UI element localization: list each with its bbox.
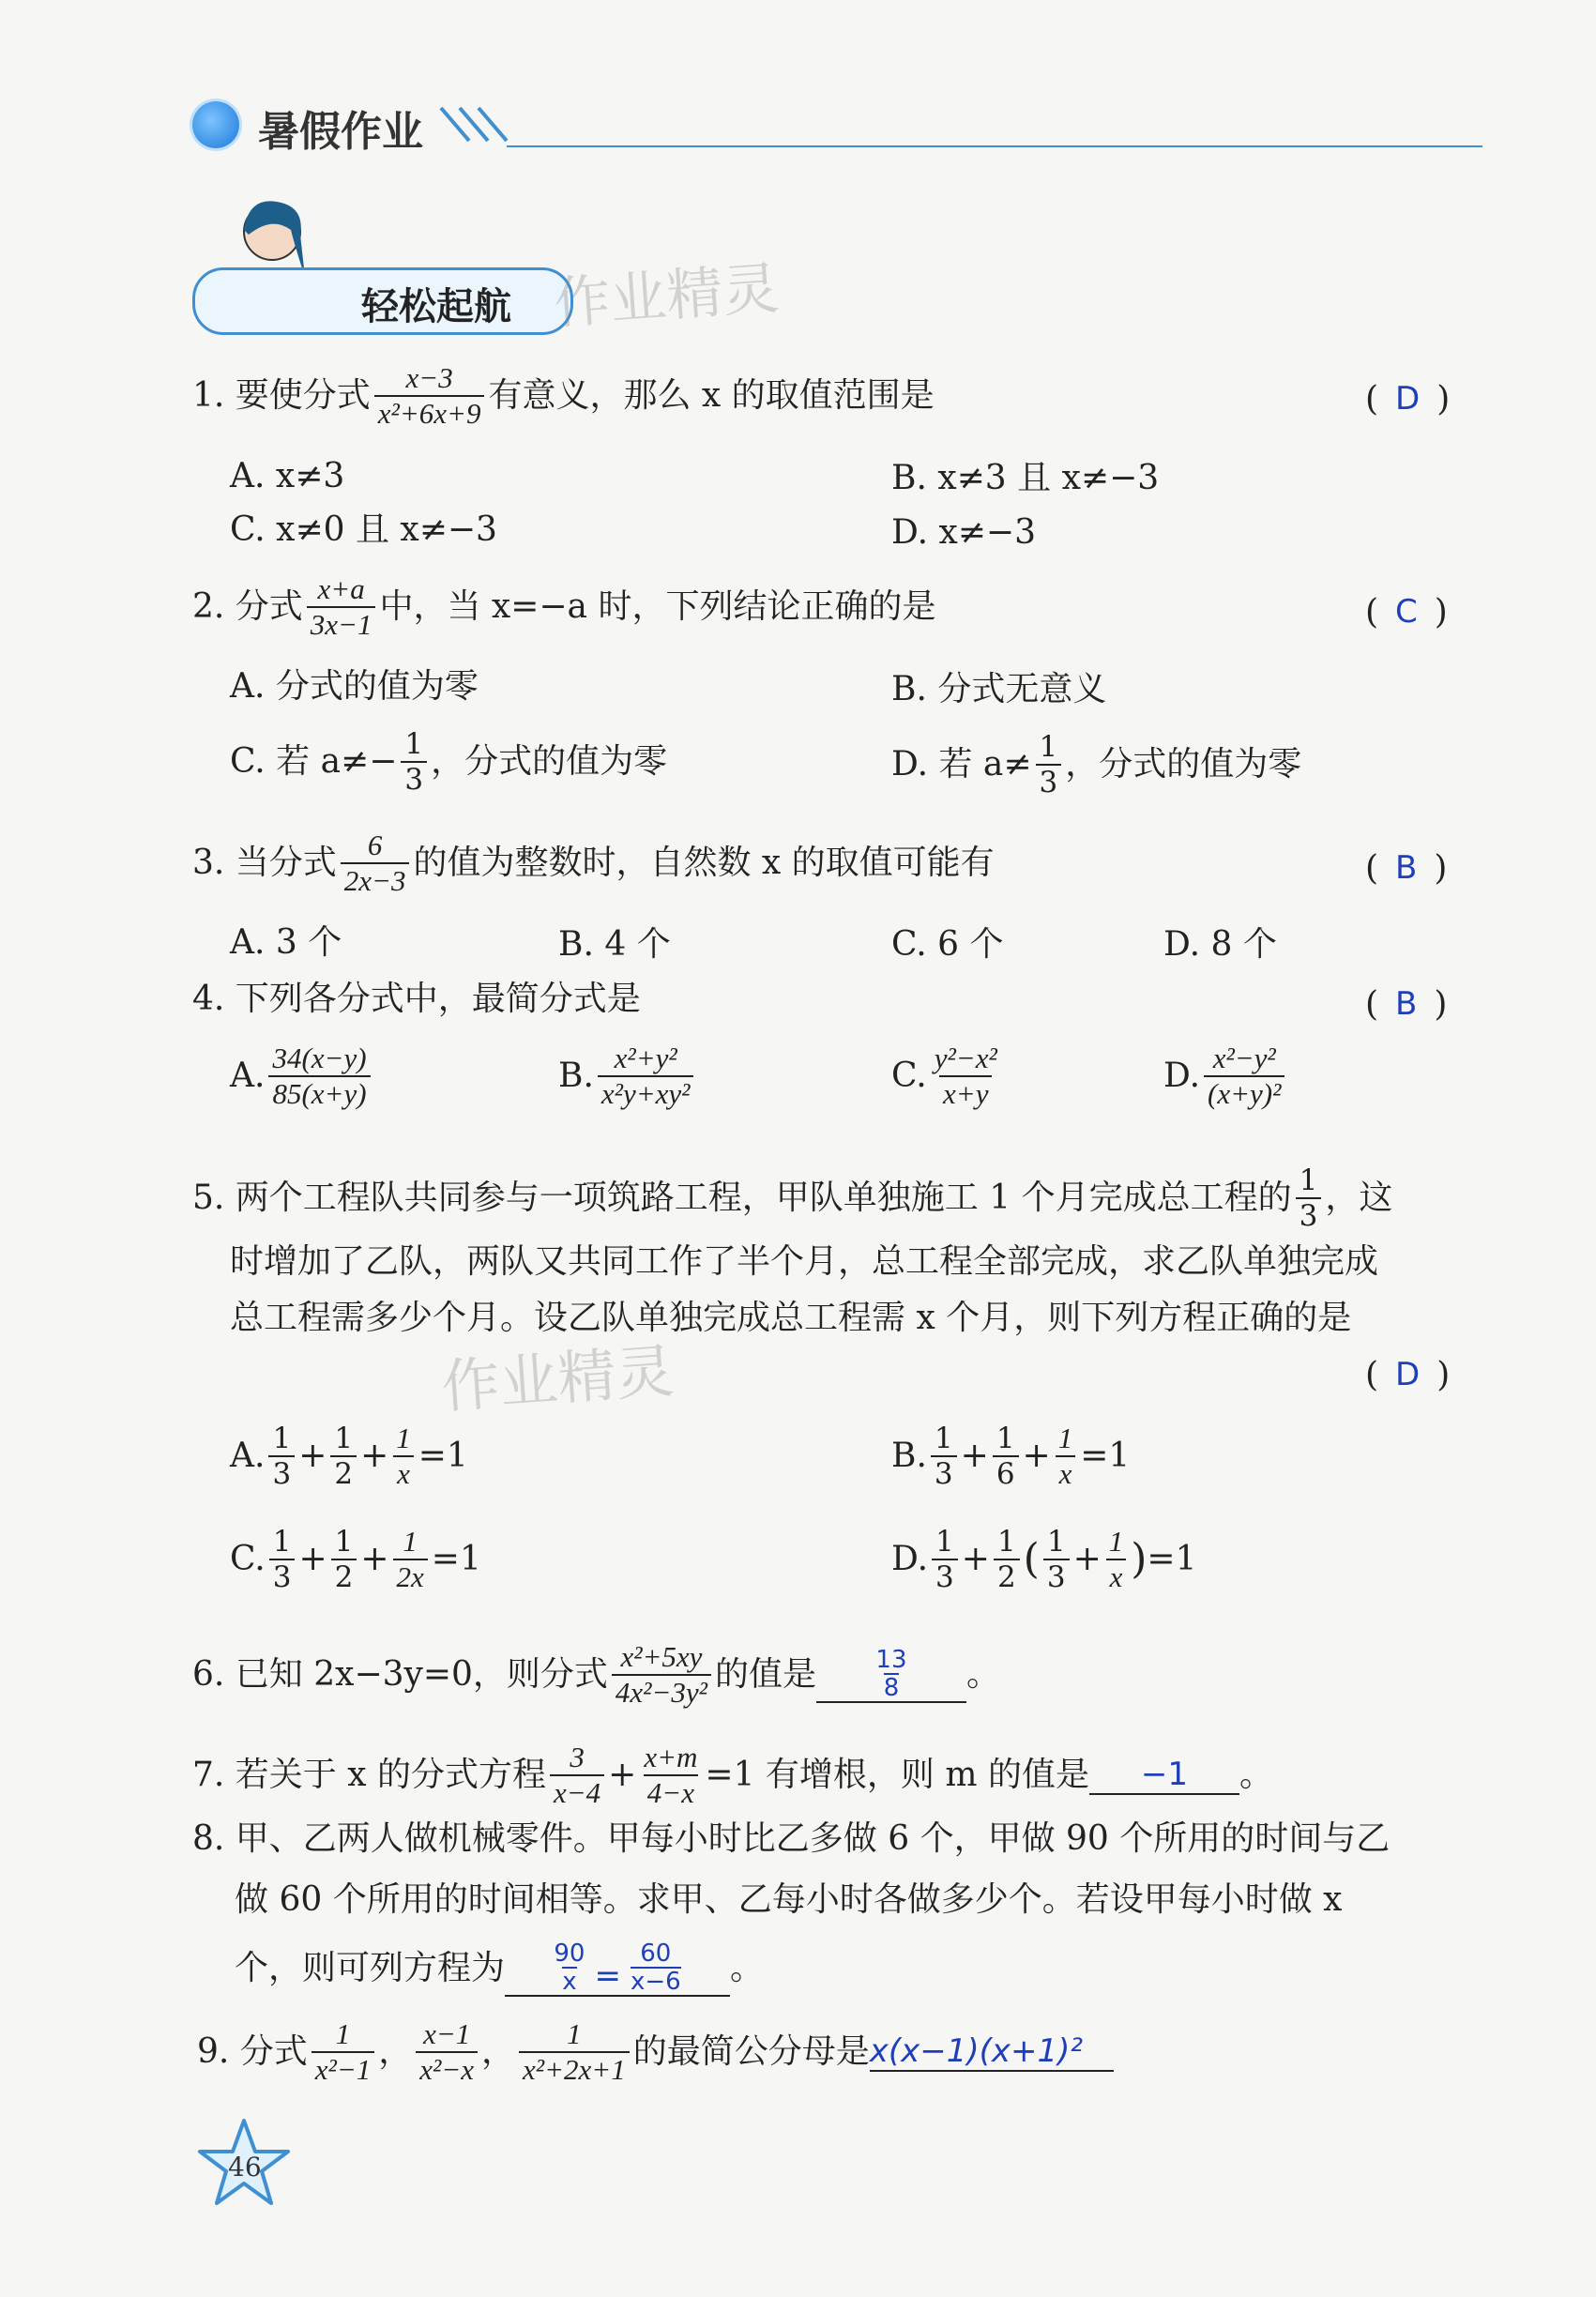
q3-option-d: D. 8 个: [1163, 925, 1277, 964]
question-7: 7. 若关于 x 的分式方程 $\frac{3}{x-4}$ + $\frac{x+m}{4-x}$ =1 有增根，则 m 的值是 −1 。: [192, 1741, 1273, 1809]
question-1: 1. 要使分式 $\frac{x-3}{\text{x²+6x+9}}$ 有意义，那么 x 的取值范围是: [192, 361, 935, 430]
question-6: 6. 已知 2x−3y=0，则分式 $\frac{\text{x²+5xy}}{\text{4x²−3y²}}$ 的值是 $\frac{13}{8}$ 。: [192, 1640, 1000, 1709]
q1-option-c: C. x≠0 且 x≠−3: [230, 510, 497, 549]
question-2: 2. 分式 $\frac{x+a}{3x-1}$ 中，当 x=−a 时，下列结论正确的是: [192, 572, 936, 641]
q1-option-b: B. x≠3 且 x≠−3: [891, 459, 1160, 497]
q7-answer-blank: −1: [1089, 1756, 1239, 1795]
question-8-line-3: 个，则可列方程为 $\frac{90}{x}$ = $\frac{60}{x-6}$ 。: [235, 1940, 765, 1996]
question-4: 4. 下列各分式中，最简分式是: [192, 980, 641, 1018]
q4-answer-bracket: ( B ): [1365, 985, 1448, 1024]
q1-option-d: D. x≠−3: [891, 513, 1037, 552]
q2-option-a: A. 分式的值为零: [230, 667, 479, 706]
question-5-line-1: 5. 两个工程队共同参与一项筑路工程，甲队单独施工 1 个月完成总工程的 $\frac{1}{3}$ ，这: [192, 1164, 1393, 1233]
q2-option-c: C. 若 a≠− $\frac{1}{3}$ ，分式的值为零: [230, 727, 668, 797]
q6-answer-blank: $\frac{13}{8}$: [816, 1647, 966, 1703]
q4-b-fraction: $\frac{\text{x²+y²}}{\text{x²y+xy²}}$: [598, 1042, 694, 1111]
q5-option-d: D. $\frac{1}{3}$ + $\frac{1}{2}$ ( $\frac{1}{3}$ + $\frac{1}{x}$ ) =1: [891, 1525, 1197, 1594]
q1-fraction: $\frac{x-3}{\text{x²+6x+9}}$: [374, 361, 485, 431]
q5-option-c: C. $\frac{1}{3}$ + $\frac{1}{2}$ + $\frac{1}{2x}$ =1: [230, 1525, 481, 1594]
q3-answer-bracket: ( B ): [1365, 849, 1448, 888]
q8-answer-blank: $\frac{90}{x}$ = $\frac{60}{x-6}$: [505, 1940, 730, 1997]
q4-d-fraction: $\frac{\text{x²−y²}}{\text{(x+y)²}}$: [1204, 1042, 1284, 1111]
q3-option-a: A. 3 个: [230, 923, 342, 962]
q9-answer-blank: x(x−1)(x+1)²: [870, 2032, 1114, 2072]
q2-c-fraction: $\frac{1}{3}$: [401, 727, 427, 797]
section-title: 轻松起航: [361, 285, 511, 328]
q4-option-b: B. $\frac{\text{x²+y²}}{\text{x²y+xy²}}$: [558, 1042, 697, 1111]
question-8-line-2: 做 60 个所用的时间相等。求甲、乙每小时各做多少个。若设甲每小时做 x: [235, 1880, 1343, 1919]
q3-option-b: B. 4 个: [558, 925, 671, 964]
q5-option-a: A. $\frac{1}{3}$ + $\frac{1}{2}$ + $\frac{1}{x}$ =1: [230, 1422, 468, 1491]
q4-a-fraction: $\frac{34(x-y)}{85(x+y)}$: [268, 1042, 370, 1111]
question-9: 9. 分式 $\frac{1}{\text{x²−1}}$ ， $\frac{x-1}{\text{x²−x}}$ ， $\frac{1}{\text{x²+2x+1}}$ 的最简公分母是 x(x−1)(x+1)²: [197, 2017, 1114, 2087]
watermark: 作业精灵: [552, 255, 782, 338]
q4-c-fraction: $\frac{\text{y²−x²}}{x+y}$: [934, 1042, 997, 1110]
question-3: 3. 当分式 $\frac{6}{2x-3}$ 的值为整数时，自然数 x 的取值可能有: [192, 829, 995, 897]
q4-option-c: C. $\frac{\text{y²−x²}}{x+y}$: [891, 1042, 1005, 1111]
q1-answer-bracket: ( D ): [1365, 380, 1451, 418]
header-rule: [507, 145, 1482, 147]
question-8-line-1: 8. 甲、乙两人做机械零件。甲每小时比乙多做 6 个，甲做 90 个所用的时间与乙: [192, 1819, 1391, 1858]
q4-option-d: D. $\frac{\text{x²−y²}}{\text{(x+y)²}}$: [1163, 1042, 1288, 1111]
q2-answer-bracket: ( C ): [1365, 593, 1448, 631]
q5-stem-fraction: $\frac{1}{3}$: [1296, 1164, 1322, 1233]
q6-fraction: $\frac{\text{x²+5xy}}{\text{4x²−3y²}}$: [612, 1640, 711, 1710]
q3-fraction: $\frac{6}{2x-3}$: [341, 829, 410, 898]
page-number: 46: [228, 2152, 262, 2183]
q2-option-d: D. 若 a≠ $\frac{1}{3}$ ，分式的值为零: [891, 730, 1302, 799]
q2-option-b: B. 分式无意义: [891, 670, 1107, 708]
q2-d-fraction: $\frac{1}{3}$: [1036, 730, 1062, 799]
header-stripes-icon: [436, 103, 521, 150]
q2-fraction: $\frac{x+a}{3x-1}$: [307, 572, 376, 642]
q3-option-c: C. 6 个: [891, 925, 1004, 964]
watermark: 作业精灵: [439, 1336, 676, 1422]
q1-option-a: A. x≠3: [230, 457, 345, 495]
header-bullet-icon: [192, 101, 239, 148]
header-title: 暑假作业: [258, 108, 423, 156]
q5-option-b: B. $\frac{1}{3}$ + $\frac{1}{6}$ + $\frac{1}{x}$ =1: [891, 1422, 1131, 1491]
question-5-line-3: 总工程需多少个月。设乙队单独完成总工程需 x 个月，则下列方程正确的是: [230, 1299, 1352, 1337]
q5-answer-bracket: ( D ): [1365, 1356, 1451, 1394]
q4-option-a: A. $\frac{34(x-y)}{85(x+y)}$: [230, 1042, 374, 1111]
question-5-line-2: 时增加了乙队，两队又共同工作了半个月，总工程全部完成，求乙队单独完成: [230, 1242, 1379, 1281]
